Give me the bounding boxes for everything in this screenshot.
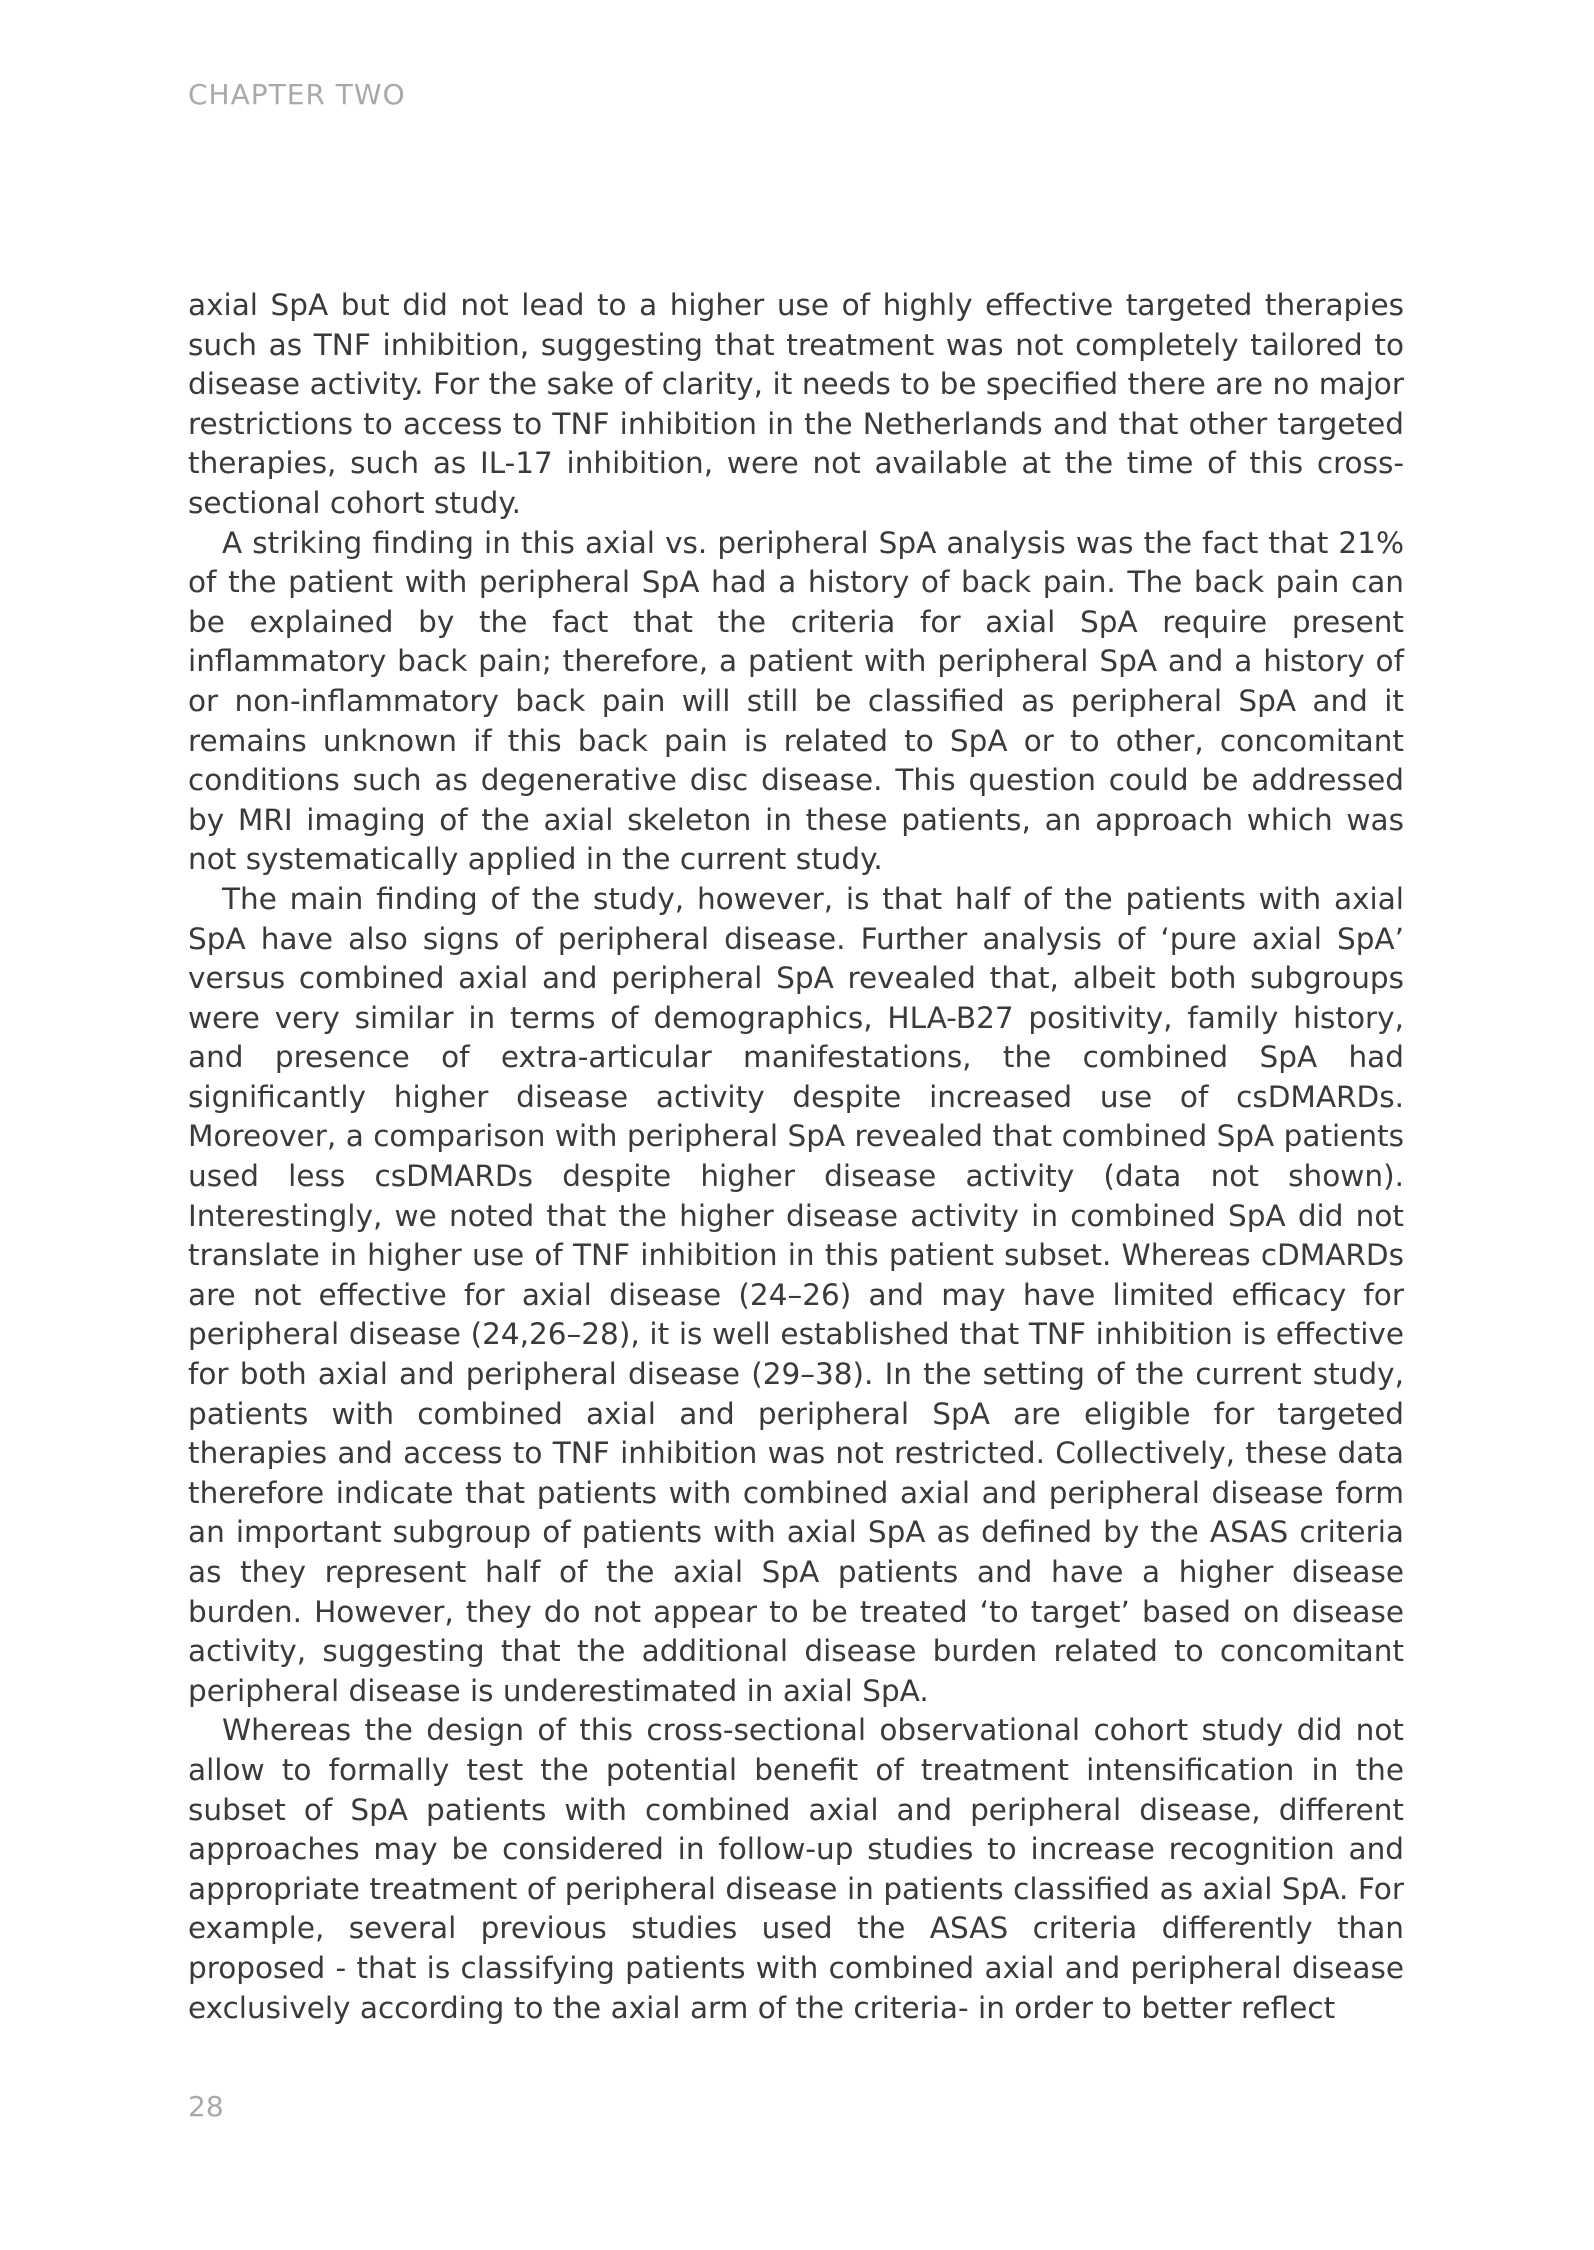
paragraph: A striking finding in this axial vs. peripheral SpA analysis was the fact that 21% of the patient with peripheral SpA had a history of back pain. The back pain can be explained by the fact that the criteria for axial SpA require present inflammatory back pain; therefore, a patient with peripheral SpA and a history of or non-inflammatory back pain will still be classified as peripheral SpA and it remains unknown if this back pain is related to SpA or to other, concomitant conditions such as degenerative disc disease. This question could be addressed by MRI imaging of the axial skeleton in these patients, an approach which was not systematically applied in the current study. — [188, 525, 1404, 877]
paragraph: axial SpA but did not lead to a higher use of highly effective targeted therapies such as TNF inhibition, suggesting that treatment was not completely tailored to disease activity. For the sake of clarity, it needs to be specified there are no major restrictions to access to TNF inhibition in the Netherlands and that other targeted therapies, such as IL-17 inhibition, were not available at the time of this cross-sectional cohort study. — [188, 288, 1404, 520]
page-number: 28 — [188, 2090, 224, 2123]
paragraph: The main finding of the study, however, is that half of the patients with axial SpA have also signs of peripheral disease. Further analysis of ‘pure axial SpA’ versus combined axial and peripheral SpA revealed that, albeit both subgroups were very similar in terms of demographics, HLA-B27 positivity, family history, and presence of extra-articular manifestations, the combined SpA had significantly higher disease activity despite increased use of csDMARDs. Moreover, a comparison with peripheral SpA revealed that combined SpA patients used less csDMARDs despite higher disease activity (data not shown). Interestingly, we noted that the higher disease activity in combined SpA did not translate in higher use of TNF inhibition in this patient subset. Whereas cDMARDs are not effective for axial disease (24–26) and may have limited efficacy for peripheral disease (24,26–28), it is well established that TNF inhibition is effective for both axial and peripheral disease (29–38). In the setting of the current study, patients with combined axial and peripheral SpA are eligible for targeted therapies and access to TNF inhibition was not restricted. Collectively, these data therefore indicate that patients with combined axial and peripheral disease form an important subgroup of patients with axial SpA as defined by the ASAS criteria as they represent half of the axial SpA patients and have a higher disease burden. However, they do not appear to be treated ‘to target’ based on disease activity, suggesting that the additional disease burden related to concomitant peripheral disease is underestimated in axial SpA. — [188, 881, 1404, 1708]
paragraph: Whereas the design of this cross-sectional observational cohort study did not allow to formally test the potential benefit of treatment intensification in the subset of SpA patients with combined axial and peripheral disease, different approaches may be considered in follow-up studies to increase recognition and appropriate treatment of peripheral disease in patients classified as axial SpA. For example, several previous studies used the ASAS criteria differently than proposed - that is classifying patients with combined axial and peripheral disease exclusively according to the axial arm of the criteria- in order to better reflect — [188, 1713, 1404, 2025]
body-text — [188, 286, 1404, 2028]
running-head: CHAPTER TWO — [188, 78, 406, 111]
